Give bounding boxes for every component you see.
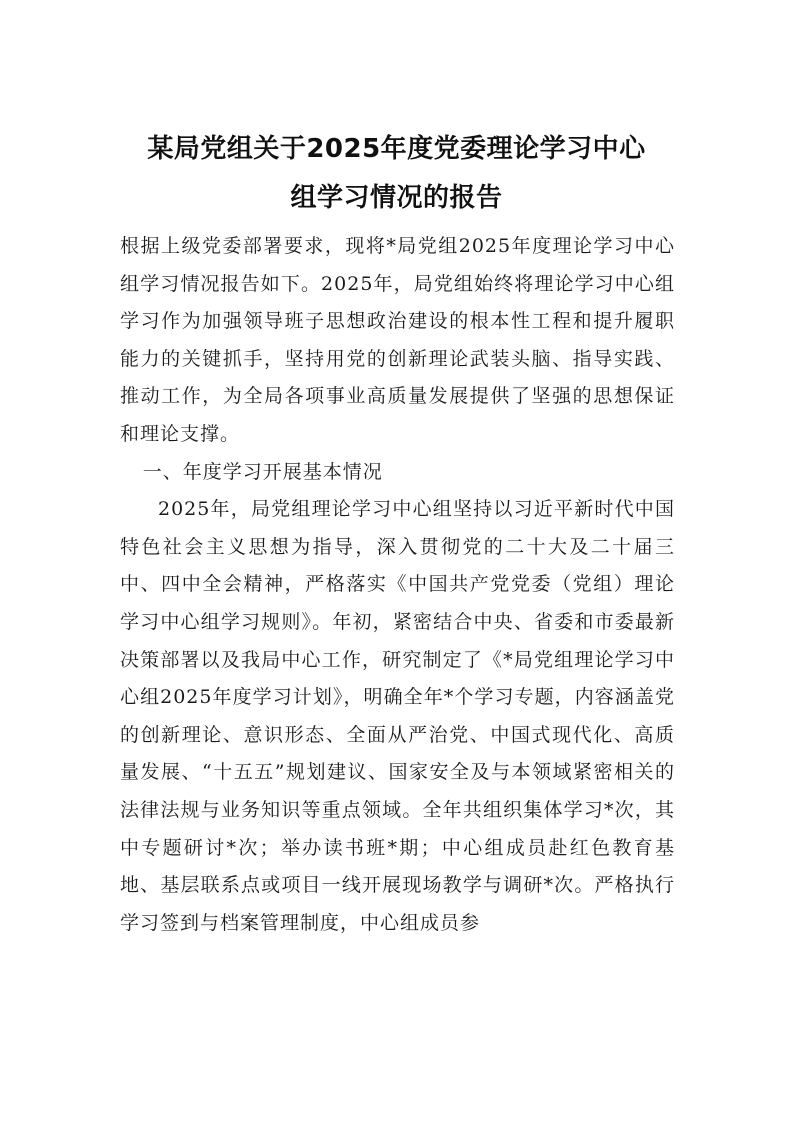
document-body <box>120 228 675 942</box>
document-title-line-2: 组学习情况的报告 <box>290 183 503 213</box>
section-heading-1: 一、年度学习开展基本情况 <box>142 460 383 483</box>
intro-paragraph: 根据上级党委部署要求，现将*局党组2025年度理论学习中心组学习情况报告如下。2025年，局党组始终将理论学习中心组学习作为加强领导班子思想政治建设的根本性工程和提升履职能力的关键抓手，坚持用党的创新理论武装头脑、指导实践、推动工作，为全局各项事业高质量发展提供了坚强的思想保证和理论支撑。 <box>120 235 675 445</box>
document-title-line-1: 某局党组关于2025年度党委理论学习中心 <box>147 134 646 164</box>
section-1-paragraph: 2025年，局党组理论学习中心组坚持以习近平新时代中国特色社会主义思想为指导，深入贯彻党的二十大及二十届三中、四中全会精神，严格落实《中国共产党党委（党组）理论学习中心组学习规则》。年初，紧密结合中央、省委和市委最新决策部署以及我局中心工作，研究制定了《*局党组理论学习中心组2025年度学习计划》，明确全年*个学习专题，内容涵盖党的创新理论、意识形态、全面从严治党、中国式现代化、高质量发展、“十五五”规划建议、国家安全及与本领域紧密相关的法律法规与业务知识等重点领域。全年共组织集体学习*次，其中专题研讨*次；举办读书班*期；中心组成员赴红色教育基地、基层联系点或项目一线开展现场教学与调研*次。严格执行学习签到与档案管理制度，中心组成员参 <box>120 498 675 934</box>
